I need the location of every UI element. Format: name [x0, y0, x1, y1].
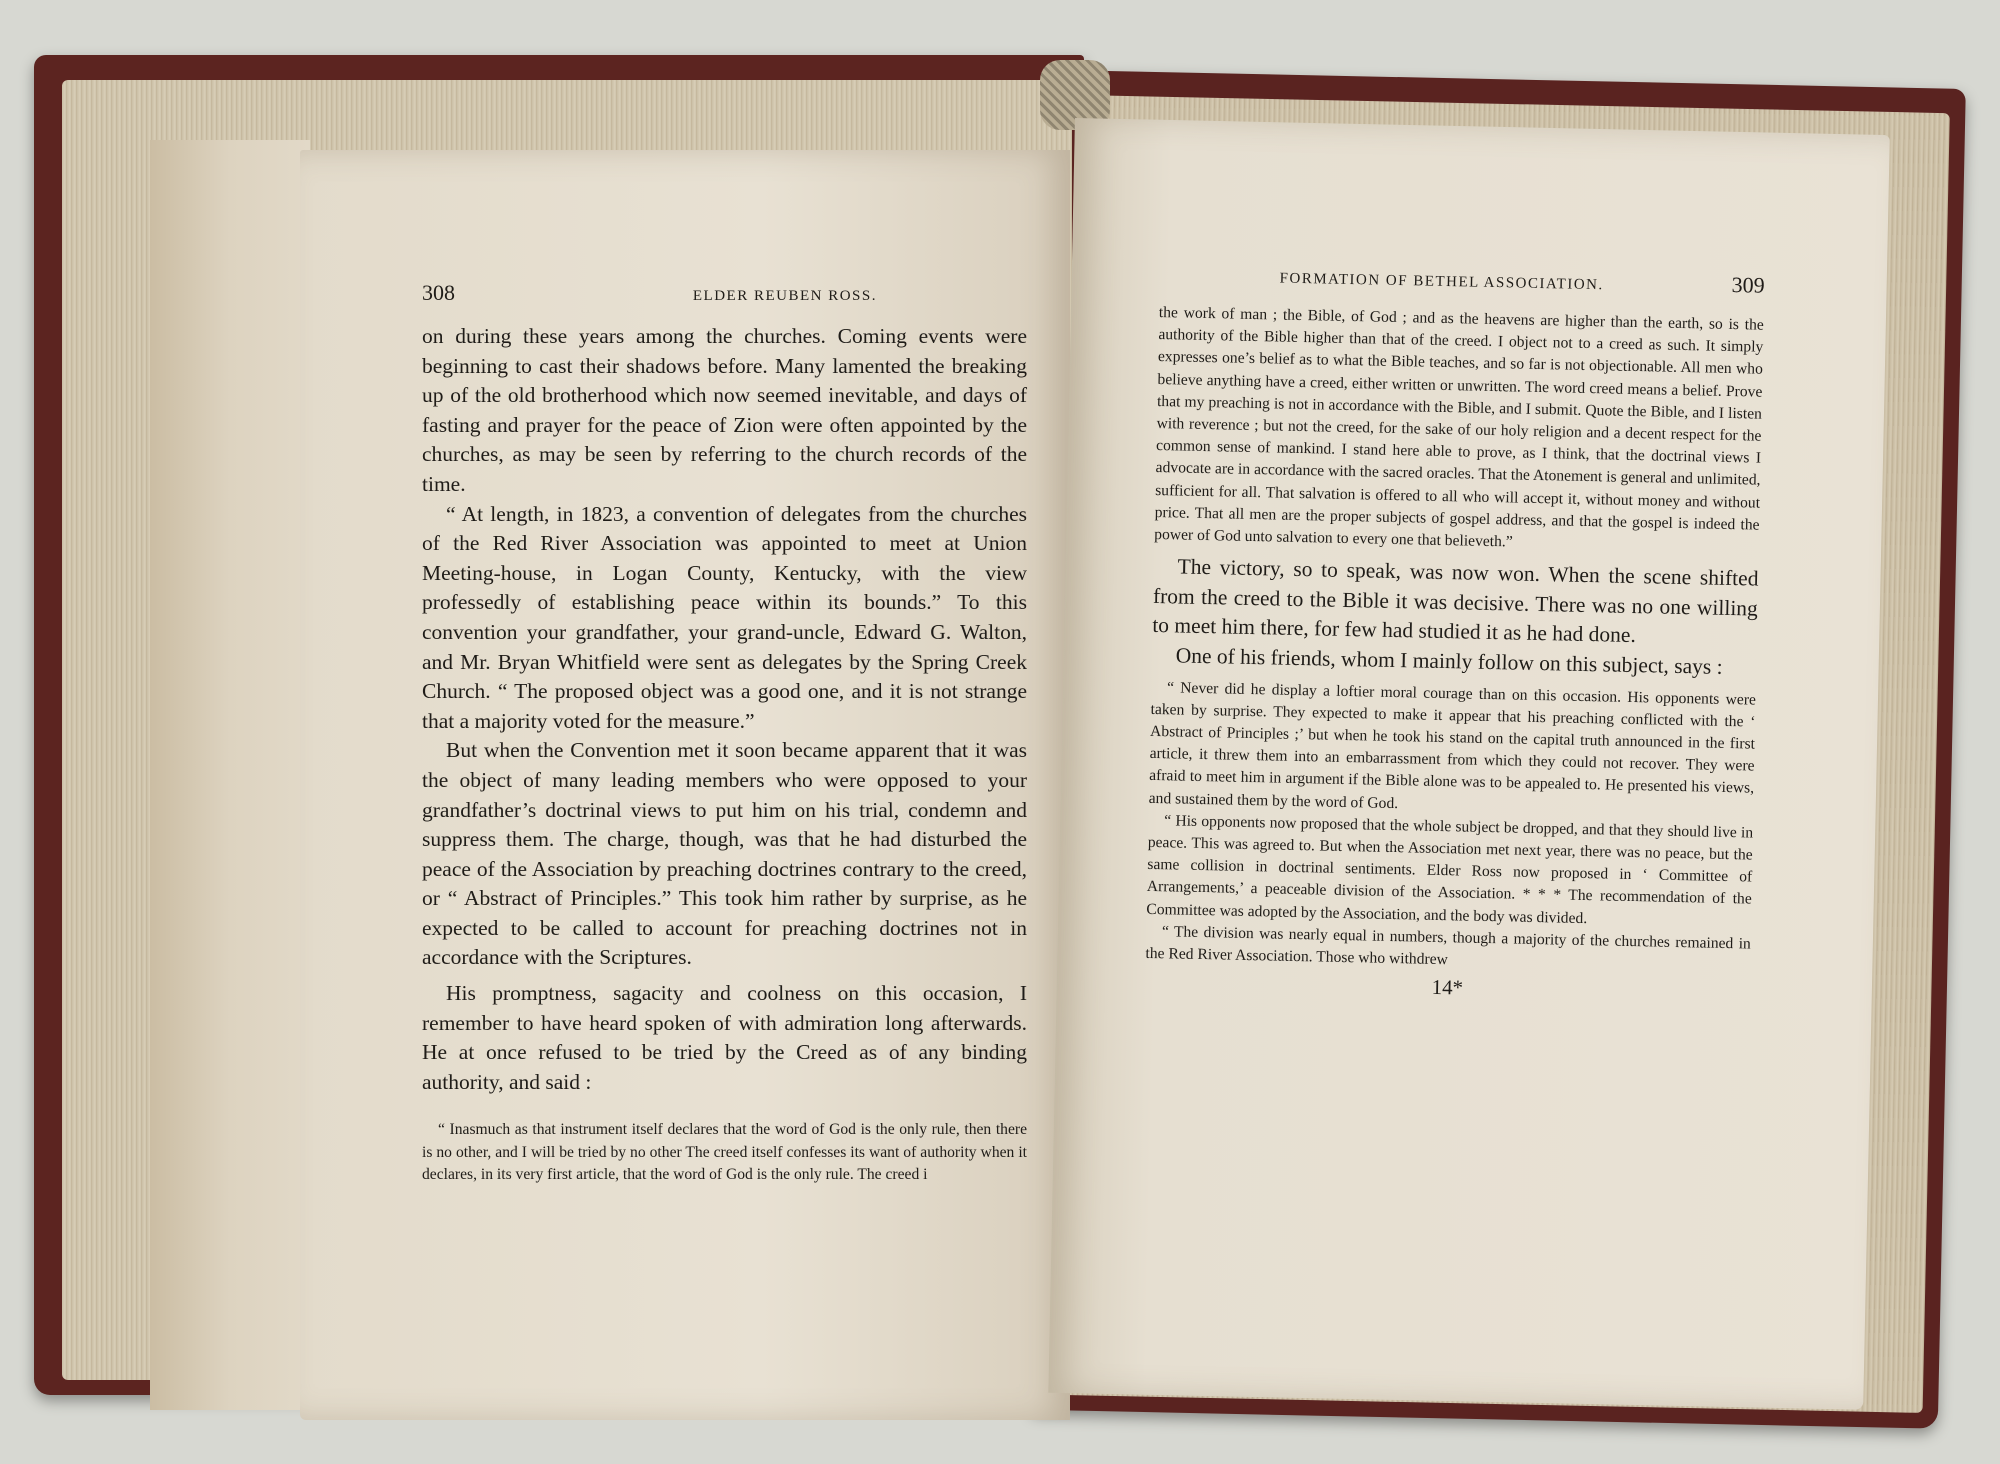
right-page-text — [1145, 260, 1765, 1007]
paragraph: But when the Convention met it soon became apparent that it was the object of many leading members who were opposed to your grandfather’s doctrinal views to put him on his trial, condemn and suppress them. The charge, though, was that he had disturbed the peace of the Association by preaching doctrines contrary to the creed, or “ Abstract of Principles.” This took him rather by surprise, as he expected to be called to account for preaching doctrines not in accordance with the Scriptures. — [422, 738, 1027, 970]
paragraph: on during these years among the churches. Coming events were beginning to cast their shadows before. Many lamented the breaking up of the old brotherhood which now seemed inevitable, and days of fasting and prayer for the peace of Zion were often appointed by the churches, as may be seen by referring to the church records of the time. — [422, 324, 1027, 496]
left-page-text — [422, 280, 1027, 1186]
block-quote: the work of man ; the Bible, of God ; and as the heavens are higher than the earth, so is the authority of the Bible higher than that of the creed. I object not to a creed as such. It simply expresses one’s belief as to what the Bible teaches, and so far is not objectionable. All men who believe anything have a creed, either written or unwritten. The word creed means a belief. Prove that my preaching is not in accordance with the Bible, and I submit. Quote the Bible, and I listen with reverence ; but not the creed, for the sake of our holy religion and a decent respect for the common sense of mankind. I stand here able to prove, as I think, that the doctrinal views I advocate are in accordance with the sacred oracles. That the Atonement is general and unlimited, sufficient for all. That salvation is offered to all who will accept it, without money and without price. That all men are the proper subjects of gospel address, and that the gospel is indeed the power of God unto salvation to every one that believeth.” — [1154, 303, 1764, 551]
page-stack-left — [150, 140, 310, 1410]
block-quote: “ Inasmuch as that instrument itself declares that the word of God is the only rule, then there is no other, and I will be tried by no other The creed itself confesses its want of authority when it declares, in its very first article, that the word of God is the only rule. The creed i — [422, 1121, 1027, 1183]
page-number: 309 — [1731, 271, 1765, 298]
running-head: ELDER REUBEN ROSS. — [692, 288, 877, 304]
block-quote: “ Never did he display a loftier moral courage than on this occasion. His opponents were taken by surprise. They expected to make it appear that his preaching conflicted with the ‘ Abstract of Principles ;’ but when he took his stand on the capital truth announced in the first article, it threw them into an embarrassment from which they could not recover. They were afraid to meet him in argument if the Bible alone was to be appealed to. He presented his views, and sustained them by the word of God. — [1148, 678, 1757, 812]
signature-mark: 14* — [1431, 975, 1464, 1000]
page-number: 308 — [422, 280, 455, 305]
paragraph: One of his friends, whom I mainly follow on this subject, says : — [1175, 643, 1723, 679]
paragraph: His promptness, sagacity and coolness on this occasion, I remember to have heard spoken of with admiration long afterwards. He at once refused to be tried by the Creed as of any binding authority, and said : — [422, 981, 1027, 1094]
paragraph: The victory, so to speak, was now won. When the scene shifted from the creed to the Bible it was decisive. There was no one willing to meet him there, for few had studied it as he had done. — [1152, 554, 1759, 648]
paragraph: “ At length, in 1823, a convention of delegates from the churches of the Red River Association was appointed to meet at Union Meeting-house, in Logan County, Kentucky, with the view professedly of establishing peace within its bounds.” To this convention your grandfather, your grand-uncle, Edward G. Walton, and Mr. Bryan Whitfield were sent as delegates by the Spring Creek Church. “ The proposed object was a good one, and it is not strange that a majority voted for the measure.” — [422, 501, 1027, 733]
block-quote: “ His opponents now proposed that the whole subject be dropped, and that they should live in peace. This was agreed to. But when the Association met next year, there was no peace, but the same collision in doctrinal sentiments. Elder Ross now proposed in ‘ Committee of Arrangements,’ a peaceable division of the Association. * * * The recommendation of the Committee was adopted by the Association, and the body was divided. — [1146, 812, 1754, 927]
left-page-header — [422, 280, 1027, 306]
running-head: FORMATION OF BETHEL ASSOCIATION. — [1279, 270, 1604, 294]
block-quote: “ The division was nearly equal in numbers, though a majority of the churches remained in the Red River Association. Those who withdrew — [1145, 923, 1751, 969]
